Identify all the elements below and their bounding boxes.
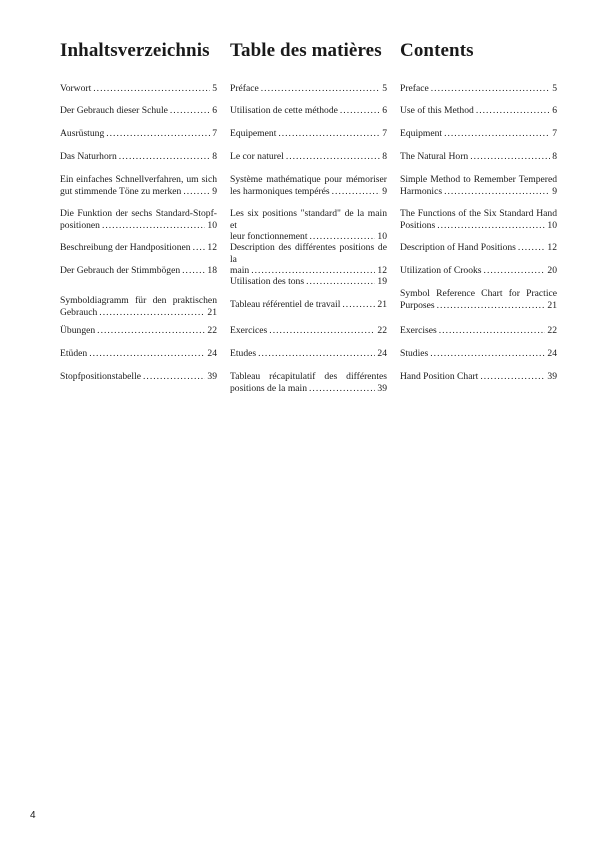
page-number: 4 [30,810,36,821]
toc-entry-page: 8 [212,151,217,162]
toc-entry-title: Exercises [400,325,437,336]
toc-entry-page: 20 [547,265,557,276]
toc-entry-title: gut stimmende Töne zu merken [60,185,182,197]
toc-entry-english[interactable] [400,348,557,360]
toc-column-german [60,40,217,382]
toc-entry-page: 9 [552,185,557,197]
toc-entry-page: 24 [547,348,557,359]
toc-entry-page: 6 [382,105,387,116]
dot-leader [439,325,546,337]
toc-entry-title: Description of Hand Positions [400,242,516,253]
toc-entry-title: main [230,265,250,276]
toc-entry-text: Description des différentes positions de la [230,242,387,265]
toc-entry-page: 8 [552,151,557,162]
toc-entry-german[interactable] [60,295,217,318]
toc-entry-title: Exercices [230,325,268,336]
toc-entry-french[interactable] [230,371,387,394]
toc-entry-english[interactable] [400,105,557,117]
toc-entry-french[interactable] [230,348,387,360]
toc-entry-page: 5 [212,83,217,94]
toc-entry-page: 7 [382,128,387,139]
toc-entry-german[interactable] [60,325,217,337]
toc-entry-english[interactable] [400,83,557,95]
toc-entry-german[interactable] [60,105,217,117]
toc-entry-title: Preface [400,83,429,94]
toc-entry-title: Positions [400,219,436,231]
toc-entry-page: 7 [552,128,557,139]
toc-entry-french[interactable] [230,83,387,95]
toc-entry-title: Utilization of Crooks [400,265,482,276]
toc-entry-title: Purposes [400,299,435,311]
dot-leader [306,276,375,288]
toc-entry-page: 5 [552,83,557,94]
toc-entry-page: 5 [382,83,387,94]
toc-column-english [400,40,557,382]
toc-entry-title: Übungen [60,325,96,336]
toc-entry-page: 24 [377,348,387,359]
toc-entry-french[interactable] [230,208,387,243]
dot-leader [258,348,375,360]
toc-entry-page: 19 [377,276,387,287]
dot-leader [261,83,380,95]
toc-entry-text: Ein einfaches Schnellverfahren, um sich [60,174,217,185]
toc-entry-page: 21 [547,299,557,311]
toc-entry-title: Der Gebrauch dieser Schule [60,105,168,116]
toc-entry-title: Der Gebrauch der Stimmbögen [60,265,181,276]
dot-leader [182,265,205,277]
toc-entry-page: 6 [552,105,557,116]
toc-entry-page: 12 [377,265,387,276]
toc-entry-french[interactable] [230,242,387,277]
dot-leader [119,151,210,163]
toc-entry-german[interactable] [60,242,217,254]
dot-leader [430,348,545,360]
toc-entry-english[interactable] [400,128,557,140]
dot-leader [97,325,205,337]
dot-leader [470,151,550,163]
toc-entry-text: Système mathématique pour mémoriser [230,174,387,185]
toc-entry-page: 12 [547,242,557,253]
dot-leader [340,105,380,117]
dot-leader [102,220,205,232]
toc-entry-page: 9 [212,185,217,197]
toc-entry-text: Simple Method to Remember Tempered [400,174,557,185]
toc-entry-english[interactable] [400,242,557,254]
toc-entry-page: 18 [207,265,217,276]
toc-entry-page: 24 [207,348,217,359]
dot-leader [278,128,380,140]
toc-entry-german[interactable] [60,83,217,95]
toc-entry-page: 10 [207,219,217,231]
dot-leader [170,105,210,117]
toc-entry-french[interactable] [230,174,387,197]
toc-entry-title: Préface [230,83,259,94]
dot-leader [431,83,550,95]
toc-entry-page: 10 [377,231,387,242]
dot-leader [89,348,205,360]
dot-leader [444,128,550,140]
toc-entry-title: Beschreibung der Handpositionen [60,242,191,253]
toc-entry-title: Das Naturhorn [60,151,117,162]
toc-entry-page: 21 [377,299,387,310]
dot-leader [444,186,550,198]
toc-entry-english[interactable] [400,174,557,197]
toc-heading-english: Contents [400,40,474,61]
toc-entry-title: Tableau référentiel de travail [230,299,341,310]
toc-entry-german[interactable] [60,265,217,277]
toc-entry-french[interactable] [230,325,387,337]
toc-entry-title: Vorwort [60,83,92,94]
toc-entry-title: Utilisation de cette méthode [230,105,338,116]
toc-entry-page: 12 [207,242,217,253]
toc-entry-title: positionen [60,219,100,231]
dot-leader [342,299,375,311]
toc-entry-page: 22 [377,325,387,336]
toc-entry-text: Symboldiagramm für den praktischen [60,295,217,306]
toc-entry-title: leur fonctionnement [230,231,308,242]
toc-entry-page: 8 [382,151,387,162]
toc-entry-english[interactable] [400,325,557,337]
toc-entry-german[interactable] [60,128,217,140]
toc-entry-title: Etudes [230,348,257,359]
toc-entry-german[interactable] [60,174,217,197]
toc-entry-page: 10 [547,219,557,231]
toc-entry-title: Hand Position Chart [400,371,479,382]
toc-entry-title: Studies [400,348,429,359]
dot-leader [480,371,545,383]
toc-entry-text: Les six positions "standard" de la main et [230,208,387,231]
toc-entry-german[interactable] [60,371,217,383]
toc-entry-page: 39 [377,382,387,394]
toc-entry-english[interactable] [400,265,557,277]
toc-entry-page: 7 [212,128,217,139]
toc-entry-english[interactable] [400,371,557,383]
toc-entry-title: les harmoniques tempérés [230,185,330,197]
dot-leader [437,220,545,232]
toc-entry-french[interactable] [230,128,387,140]
dot-leader [437,300,546,312]
dot-leader [269,325,375,337]
toc-entry-page: 39 [547,371,557,382]
toc-entry-title: Use of this Method [400,105,474,116]
toc-entry-page: 9 [382,185,387,197]
toc-entry-english[interactable] [400,151,557,163]
dot-leader [476,105,550,117]
toc-entry-title: Le cor naturel [230,151,284,162]
dot-leader [106,128,210,140]
dot-leader [332,186,381,198]
toc-entry-german[interactable] [60,208,217,231]
toc-entry-title: Equipment [400,128,443,139]
dot-leader [309,383,375,395]
toc-entry-text: Symbol Reference Chart for Practice [400,288,557,299]
dot-leader [93,83,210,95]
toc-column-french [230,40,387,394]
dot-leader [310,231,376,243]
dot-leader [183,186,210,198]
toc-entry-title: Equipement [230,128,277,139]
toc-entry-text: Tableau récapitulatif des différentes [230,371,387,382]
toc-entry-english[interactable] [400,208,557,231]
toc-entry-german[interactable] [60,348,217,360]
dot-leader [286,151,380,163]
toc-entry-french[interactable] [230,151,387,163]
toc-entry-title: positions de la main [230,382,308,394]
toc-entry-title: Gebrauch [60,306,98,318]
dot-leader [143,371,205,383]
toc-entry-page: 22 [207,325,217,336]
toc-entry-title: Harmonics [400,185,443,197]
toc-entry-french[interactable] [230,105,387,117]
toc-entry-title: Utilisation des tons [230,276,305,287]
toc-entry-german[interactable] [60,151,217,163]
toc-entry-page: 39 [207,371,217,382]
toc-entry-english[interactable] [400,288,557,311]
dot-leader [193,242,206,254]
dot-leader [99,307,205,319]
toc-entry-french[interactable] [230,299,387,311]
toc-entry-page: 22 [547,325,557,336]
toc-entry-title: Ausrüstung [60,128,105,139]
toc-entry-text: Die Funktion der sechs Standard-Stopf- [60,208,217,219]
toc-entry-text: The Functions of the Six Standard Hand [400,208,557,219]
toc-entry-title: Etüden [60,348,88,359]
dot-leader [484,265,546,277]
toc-entry-page: 6 [212,105,217,116]
toc-heading-german: Inhaltsverzeichnis [60,40,210,61]
toc-entry-page: 21 [207,306,217,318]
dot-leader [251,265,375,277]
toc-entry-title: Stopfpositionstabelle [60,371,142,382]
toc-entry-french[interactable] [230,276,387,288]
dot-leader [518,242,545,254]
toc-entry-title: The Natural Horn [400,151,469,162]
toc-heading-french: Table des matières [230,40,382,61]
